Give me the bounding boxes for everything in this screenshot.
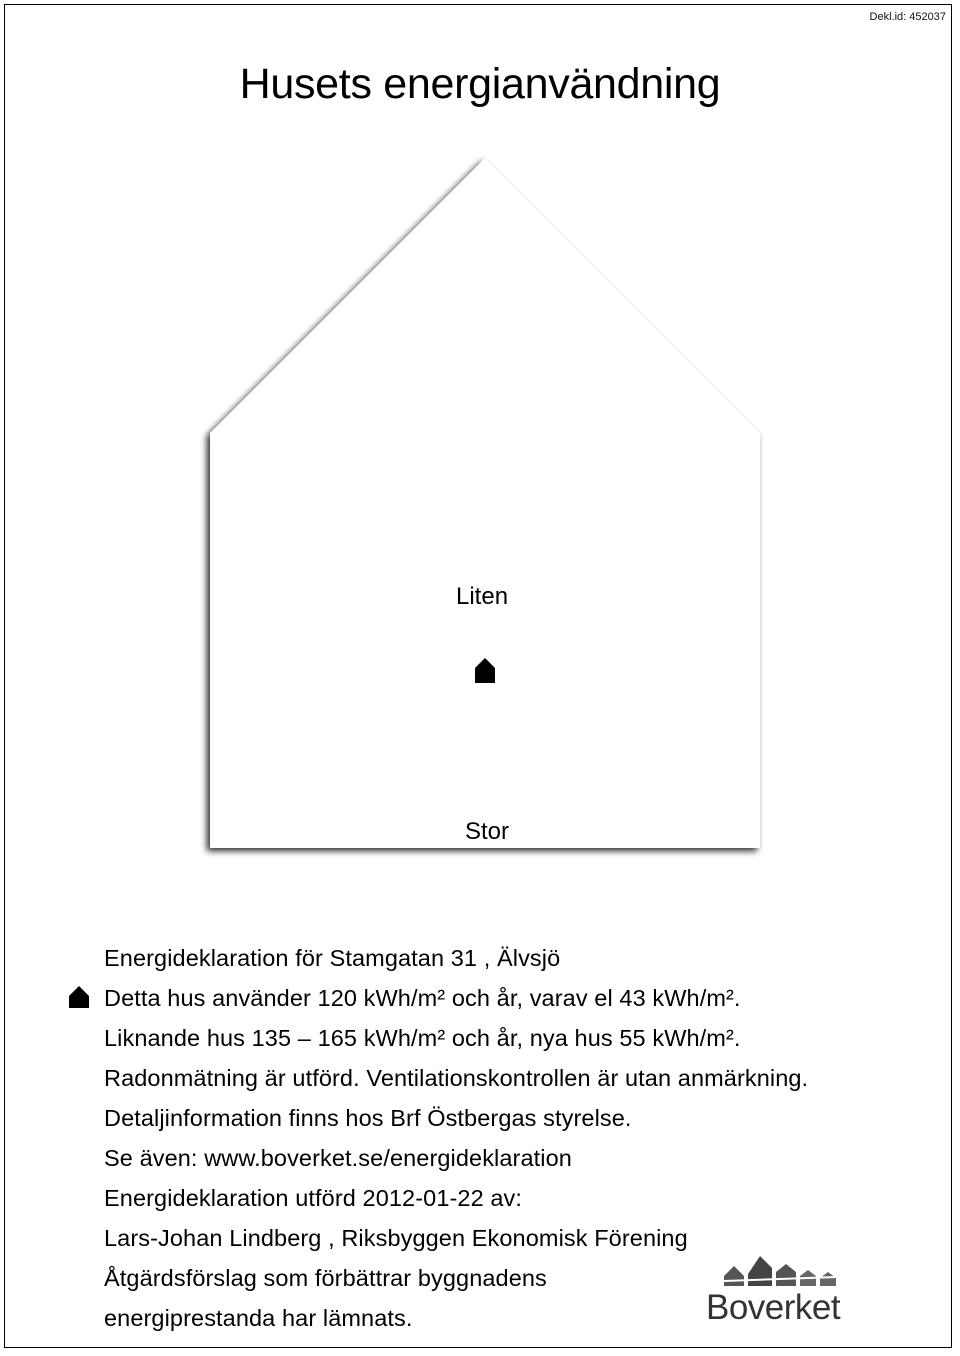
info-line-radon: Radonmätning är utförd. Ventilationskontrollen är utan anmärkning. <box>104 1065 809 1091</box>
info-line-details: Detaljinformation finns hos Brf Östbergas styrelse. <box>104 1105 632 1131</box>
info-line-address: Energideklaration för Stamgatan 31 , Älvsjö <box>104 945 561 971</box>
page-title: Husets energianvändning <box>239 60 721 108</box>
info-line-expert: Lars-Johan Lindberg , Riksbyggen Ekonomisk Förening <box>104 1225 688 1251</box>
declaration-id: Dekl.id: 452037 <box>869 11 946 23</box>
info-line-measures-2: energiprestanda har lämnats. <box>104 1305 413 1331</box>
info-line-website: Se även: www.boverket.se/energideklaration <box>104 1145 572 1171</box>
scale-label-small: Liten <box>456 583 509 610</box>
scale-label-large: Stor <box>465 818 510 845</box>
info-line-performed: Energideklaration utförd 2012-01-22 av: <box>104 1185 523 1211</box>
info-line-energy-use: Detta hus använder 120 kWh/m² och år, varav el 43 kWh/m². <box>104 985 741 1011</box>
boverket-logo-text: Boverket <box>706 1288 841 1327</box>
house-bullet-icon <box>67 984 91 1010</box>
info-line-comparison: Liknande hus 135 – 165 kWh/m² och år, nya hus 55 kWh/m². <box>104 1025 741 1051</box>
info-line-measures-1: Åtgärdsförslag som förbättrar byggnadens <box>104 1265 547 1291</box>
